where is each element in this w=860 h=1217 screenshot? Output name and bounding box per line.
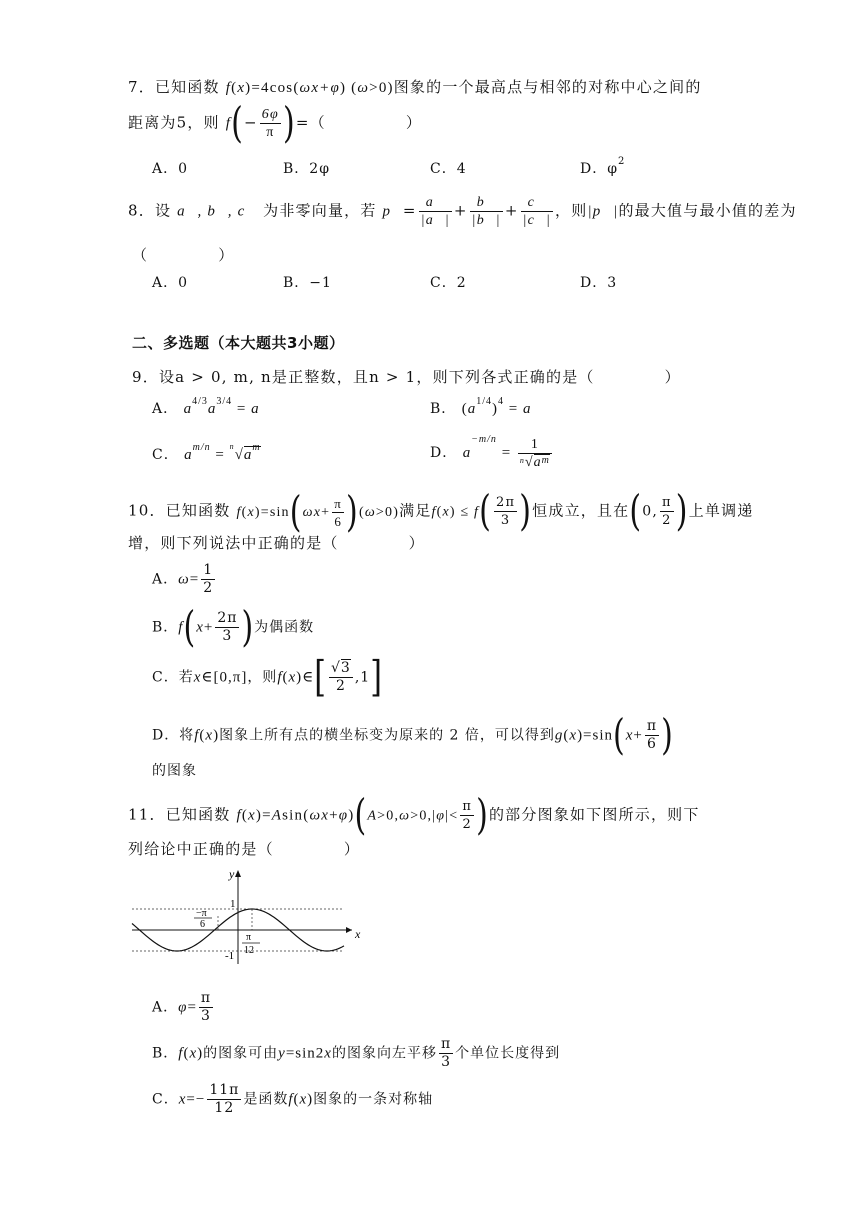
q10-option-a[interactable]: A．ω= $\frac{1}{2}$ bbox=[152, 562, 214, 596]
q10-number: 10． bbox=[128, 501, 166, 520]
label-left-den: 6 bbox=[200, 919, 205, 930]
q7-line1 bbox=[128, 76, 702, 97]
q8-line1: 8．设 a⃗, b⃗, c⃗ 为非零向量，若 p⃗= $\frac{a⃗}{|a⃗|}$ + $\frac{b⃗}{|b⃗|}$ + $\frac{c⃗}{|c⃗|}$ ，则|p⃗|的最大值与最小值的差为 bbox=[128, 195, 797, 228]
q7-text: 已知函数 bbox=[154, 78, 220, 96]
q10-option-d-tail: 的图象 bbox=[152, 763, 197, 779]
q11-option-b[interactable]: B．f(x)的图象可由y=sin2x的图象向左平移 $\frac{\pi}{3}$ 个单位长度得到 bbox=[152, 1036, 561, 1070]
q7-formula: f(x)=4cos(ωx+φ) (ω>0) bbox=[225, 80, 394, 96]
q11-line2: 列给论中正确的是（ ） bbox=[128, 840, 361, 858]
q10-line1: 10．已知函数 f(x)=sin(ωx+ $\frac{\pi}{6}$ )(ω>0)满足f(x) ≤ f( $\frac{2\pi}{3}$ )恒成立，且在(0, $\frac{\pi}{2}$ )上单调递 bbox=[128, 487, 754, 537]
section-heading: 二、多选题（本大题共3小题） bbox=[132, 334, 345, 352]
q9-line1: 9．设a > 0, m, n是正整数，且n > 1，则下列各式正确的是（ ） bbox=[132, 368, 681, 386]
q8-number: 8． bbox=[128, 201, 155, 220]
q9-option-d[interactable]: D． $a^{-m/n}$ = $\frac{1}{^n√a^m}$ bbox=[430, 434, 550, 470]
q7-line2: 距离为5，则 f(− $\frac{6\varphi}{\pi}$ )=（ ） bbox=[128, 99, 423, 148]
q10-option-b[interactable]: B．f(x+ $\frac{2\pi}{3}$ )为偶函数 bbox=[152, 603, 315, 652]
q7-option-a[interactable]: A．0 bbox=[152, 161, 189, 177]
q8-line2: （ ） bbox=[132, 246, 235, 264]
label-max: 1 bbox=[230, 898, 236, 910]
q11-line1: 11．已知函数 f(x)=Asin(ωx+φ)(A>0,ω>0,|φ|< $\frac{\pi}{2}$ )的部分图象如下图所示，则下 bbox=[128, 791, 700, 840]
q9-option-c[interactable]: C． $a^{m/n} = ^n√a^m$ bbox=[152, 442, 261, 463]
q9-option-b[interactable]: B． $(a^{1/4})^4 = a$ bbox=[430, 396, 532, 417]
q8-option-b[interactable]: B．−1 bbox=[283, 275, 332, 291]
q7-option-d[interactable]: D．$\varphi^2$ bbox=[580, 156, 626, 177]
x-axis-label: x bbox=[355, 927, 361, 941]
q7-number: 7． bbox=[128, 78, 155, 96]
q7-text-b: 图象的一个最高点与相邻的对称中心之间的 bbox=[393, 78, 702, 96]
q8-option-c[interactable]: C．2 bbox=[430, 275, 467, 291]
y-axis-label: y bbox=[229, 867, 235, 881]
q7-text-c: 距离为5，则 bbox=[128, 113, 220, 132]
label-min: -1 bbox=[225, 950, 235, 962]
q10-option-c[interactable]: C．若x∈[0,π]，则f(x)∈[ $\frac{√3}{2}$ ,1] bbox=[152, 653, 383, 702]
q8-option-a[interactable]: A．0 bbox=[152, 275, 189, 291]
q10-line2: 增，则下列说法中正确的是（ ） bbox=[128, 534, 425, 552]
q9-number: 9． bbox=[132, 368, 159, 386]
q10-option-d[interactable]: D．将f(x)图象上所有点的横坐标变为原来的 2 倍，可以得到g(x)=sin(x+ $\frac{\pi}{6}$ ) bbox=[152, 711, 674, 760]
label-left-num: −π bbox=[196, 908, 207, 919]
q9-option-a[interactable]: A． $a^{4/3}a^{3/4} = a$ bbox=[152, 396, 260, 417]
q11-option-c[interactable]: C．x=− $\frac{11\pi}{12}$ 是函数f(x)图象的一条对称轴 bbox=[152, 1082, 434, 1116]
q7-option-b[interactable]: B．2φ bbox=[283, 161, 330, 177]
q7-option-c[interactable]: C．4 bbox=[430, 161, 467, 177]
sine-graph bbox=[128, 866, 368, 966]
label-right-den: 12 bbox=[244, 945, 254, 956]
label-right-num: π bbox=[246, 932, 252, 943]
q11-number: 11． bbox=[128, 805, 166, 824]
q11-option-a[interactable]: A．φ= $\frac{\pi}{3}$ bbox=[152, 990, 212, 1024]
q8-option-d[interactable]: D．3 bbox=[580, 275, 618, 291]
